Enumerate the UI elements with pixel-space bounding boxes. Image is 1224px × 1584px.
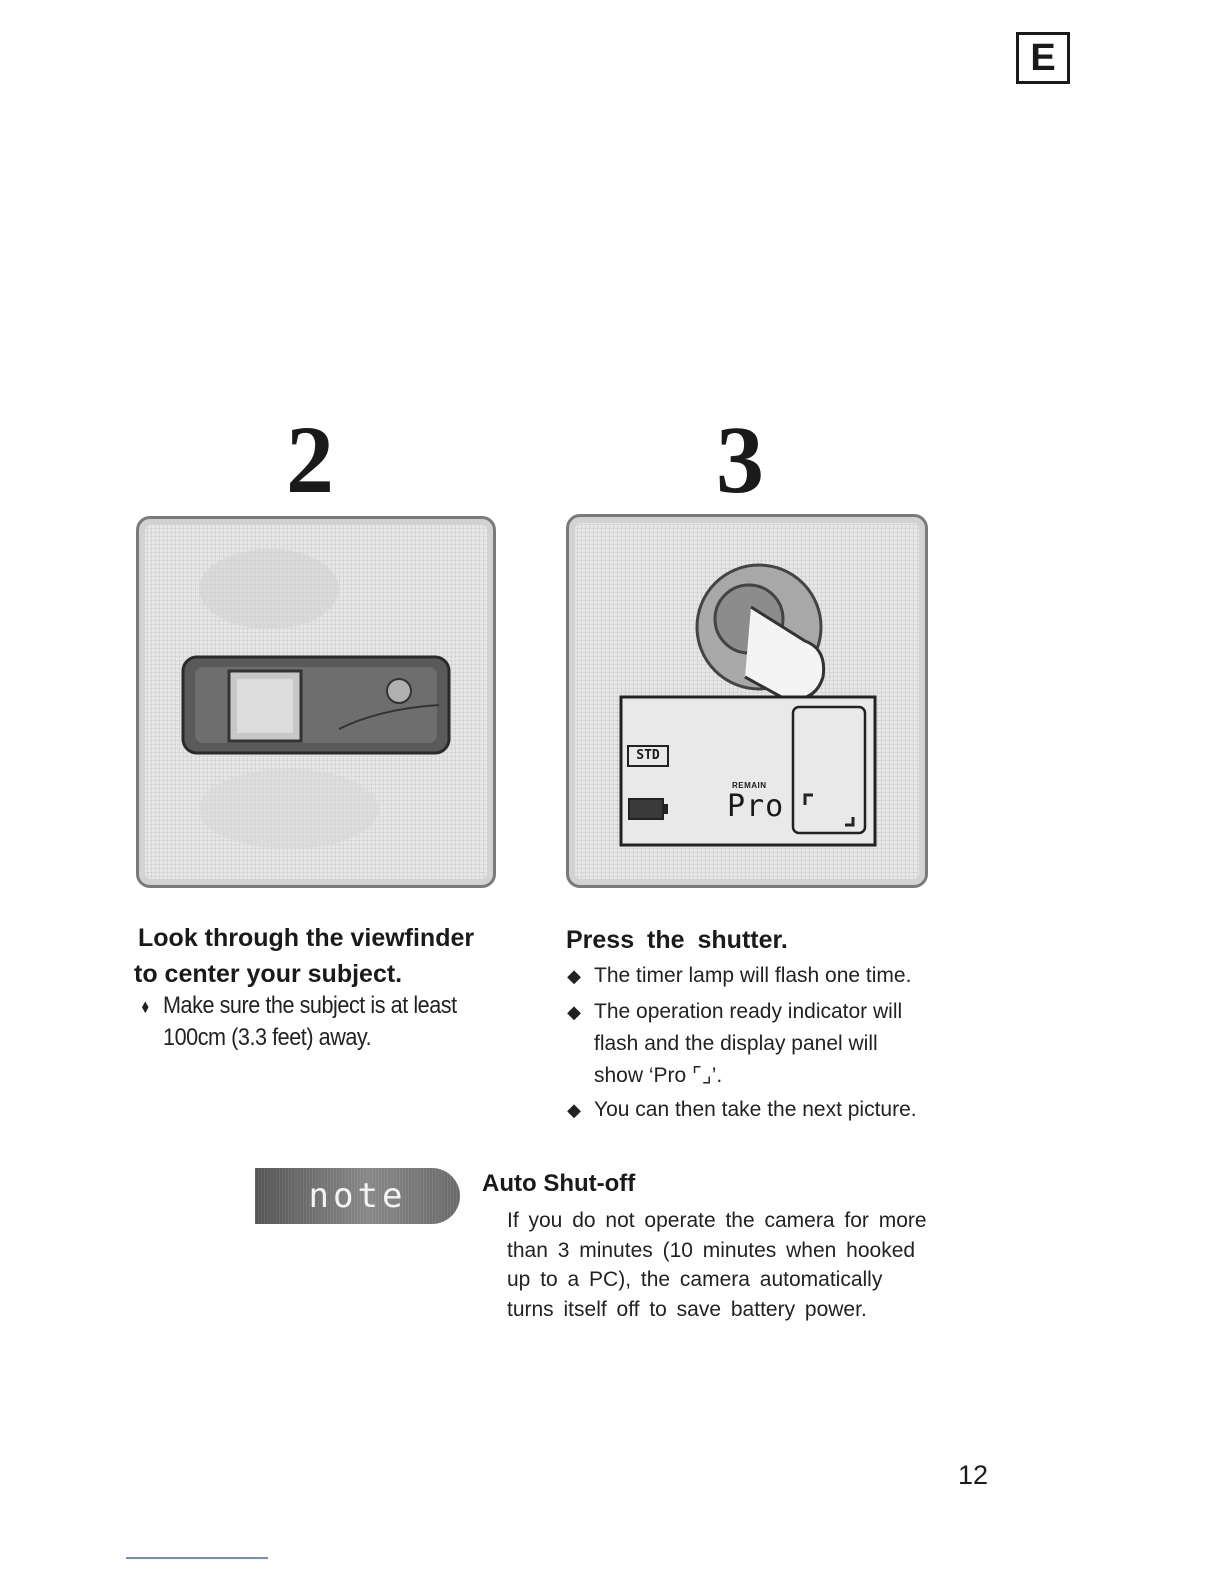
language-marker: E: [1016, 32, 1070, 84]
bullet-icon: ◆: [567, 966, 581, 986]
lcd-mode-indicator: STD: [627, 745, 669, 767]
bullet-icon: ◆: [567, 1002, 581, 1022]
step-3-bullets: [564, 960, 984, 1126]
step-3-bullet-1: [564, 960, 984, 992]
step-3-illustration: [566, 514, 928, 888]
lcd-display-text: Pro: [727, 789, 785, 824]
step-3-bullet-3: [564, 1094, 984, 1126]
step-3-bullet-2-line-1: The operation ready indicator will: [594, 1000, 903, 1023]
note-body-line-2: than 3 minutes (10 minutes when hooked: [507, 1238, 916, 1262]
note-body-line-3: up to a PC), the camera automatically: [507, 1268, 883, 1291]
step-2-bullet: [136, 990, 496, 1054]
step-3-bullet-2-line-3: show ‘Pro ⌜⌟’.: [594, 1064, 723, 1087]
step-2-illustration: [136, 516, 496, 888]
note-body-line-1: If you do not operate the camera for more: [507, 1209, 927, 1232]
bullet-icon: ◆: [567, 1100, 581, 1120]
step-2-bullet-line-1: Make sure the subject is at least: [163, 992, 457, 1019]
step-3-number: 3: [716, 406, 764, 513]
note-badge: [255, 1168, 460, 1224]
step-3-bullet-2: [564, 996, 984, 1092]
bullet-icon: ⬧: [141, 996, 149, 1016]
step-2-heading-line-2: to center your subject.: [134, 960, 403, 988]
step-2-heading-line-1: Look through the viewfinder: [138, 924, 475, 952]
step-3-bullet-1-line-1: The timer lamp will flash one time.: [594, 964, 912, 987]
step-3-heading: Press the shutter.: [566, 926, 788, 954]
step-2-bullet-line-2: 100cm (3.3 feet) away.: [163, 1024, 372, 1051]
note-body-line-4: turns itself off to save battery power.: [507, 1297, 867, 1321]
step-3-bullet-2-line-2: flash and the display panel will: [594, 1032, 878, 1055]
note-badge-label: note: [308, 1176, 407, 1216]
step-3-bullet-3-line-1: You can then take the next picture.: [594, 1098, 917, 1121]
footer-rule: [126, 1557, 268, 1559]
lcd-remain-label: REMAIN: [732, 781, 767, 790]
note-title: Auto Shut-off: [482, 1170, 636, 1197]
camera-viewfinder-illustration: [139, 519, 493, 885]
shutter-button-illustration: [569, 517, 925, 885]
note-body: [507, 1206, 987, 1324]
step-2-number: 2: [286, 406, 334, 513]
page-number: 12: [958, 1460, 989, 1490]
